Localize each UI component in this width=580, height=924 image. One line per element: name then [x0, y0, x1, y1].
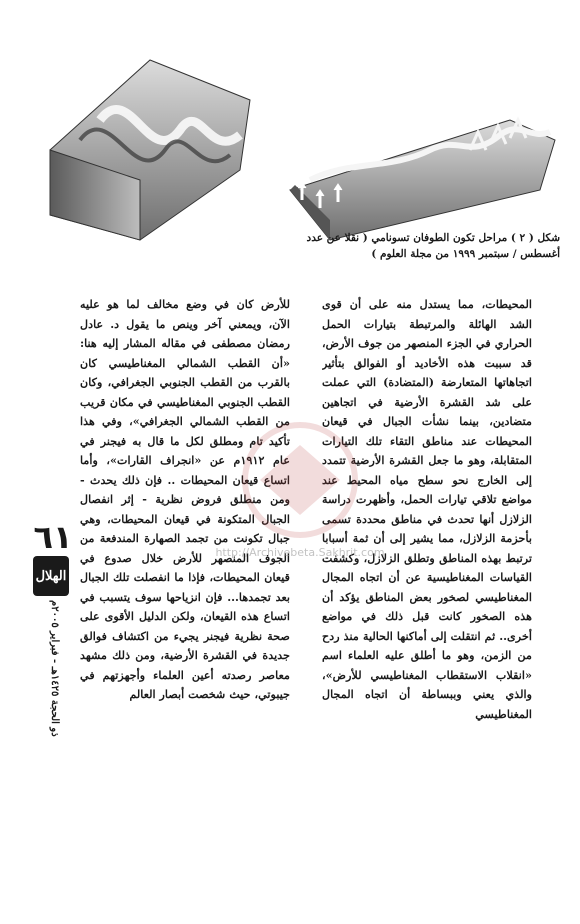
- text-column-right: [322, 295, 532, 895]
- paragraph: المحيطات، مما يستدل منه على أن قوى الشد الهائلة والمرتبطة بتيارات الحمل الحراري في الجزء المنصهر من جوف الأرض، قد سببت هذه الأخاديد أو الفوالق بتأثير اتجاهاتها المتعارضة (المتضادة) التي عملت على شد القشرة الأرضية في اتجاهين متضادين، بينما نشأت الجبال في قيعان المحيطات عند مناطق التقاء تلك التيارات المتقابلة، وهو ما جعل القشرة الأرضية تتمدد إلى الخارج نحو سطح مياه المحيط عند مواضع تلاقي تيارات الحمل، وأظهرت دراسة الزلازل أنها تحدث في مناطق محددة تسمى بأحزمة الزلازل، مما يشير إلى أن ثمة أسبابا ترتبط بهذه المناطق وتطلق الزلازل، وكشفت القياسات المغناطيسية عن أن اتجاه المجال المغناطيسي لصخور بعض المناطق يؤكد أن هذه الصخور كانت قبل ذلك في مواضع أخرى.. ثم انتقلت إلى أماكنها الحالية منذ ردح من الزمن، وهو ما أطلق عليه العلماء اسم «انقلاب الاستقطاب المغناطيسي للأرض»، والذي يعني وببساطة أن اتجاه المجال المغناطيسي: [322, 297, 532, 721]
- tsunami-figure: [40, 40, 560, 250]
- wave-block-left: [50, 60, 250, 240]
- issue-date: ذو الحجة ١٤٢٥هـ - فبراير ٢٠٠٥م: [49, 600, 60, 737]
- magazine-logo: [33, 556, 69, 596]
- page-number: ٦١: [33, 518, 73, 556]
- wave-block-right: [290, 120, 555, 240]
- tsunami-stages-illustration: [40, 40, 560, 250]
- figure-caption: شكل ( ٢ ) مراحل تكون الطوفان تسونامي ( نقلا عن عدد أغسطس / سبتمبر ١٩٩٩ من مجلة العلوم ): [306, 232, 560, 260]
- text-column-left: [80, 295, 290, 895]
- watermark-url: http://Archivebeta.Sakhrit.com: [215, 546, 385, 559]
- paragraph: للأرض كان في وضع مخالف لما هو عليه الآن، ويمعني آخر وينص ما يقول د. عادل رمضان مصطفى في مقاله المشار إليه هنا: «أن القطب الشمالي المغناطيسي كان بالقرب من القطب الجنوبي الجغرافي، وكان القطب الجنوبي المغناطيسي في مكان قريب من القطب الشمالي الجغرافي»، وفي هذا تأكيد تام ومطلق لكل ما قال به فيجنر في عام ١٩١٢م عن «انجراف القارات»، وأما اتساع قيعان المحيطات .. فإن ذلك يحدث - ومن منطلق فروض نظرية - إثر انفصال الجبال المتكونة في قيعان المحيطات، وهي جبال تكونت من تجمد الصهارة المندفعة من الجوف المنصهر للأرض خلال صدوع في قيعان المحيطات، فإذا ما انفصلت تلك الجبال بعد تجمدها... فإن انزياحها سوف يتسبب في اتساع هذه القيعان، ولكن الدليل الأقوى على صحة نظرية فيجنر يجيء من اكتشاف فوالق جديدة في القشرة الأرضية، ومن ذلك مشهد معاصر رصدته أعين العلماء وأجهزتهم في جيبوتي، حيث شخصت أبصار العالم: [80, 297, 290, 701]
- logo-text: الهلال: [35, 568, 67, 584]
